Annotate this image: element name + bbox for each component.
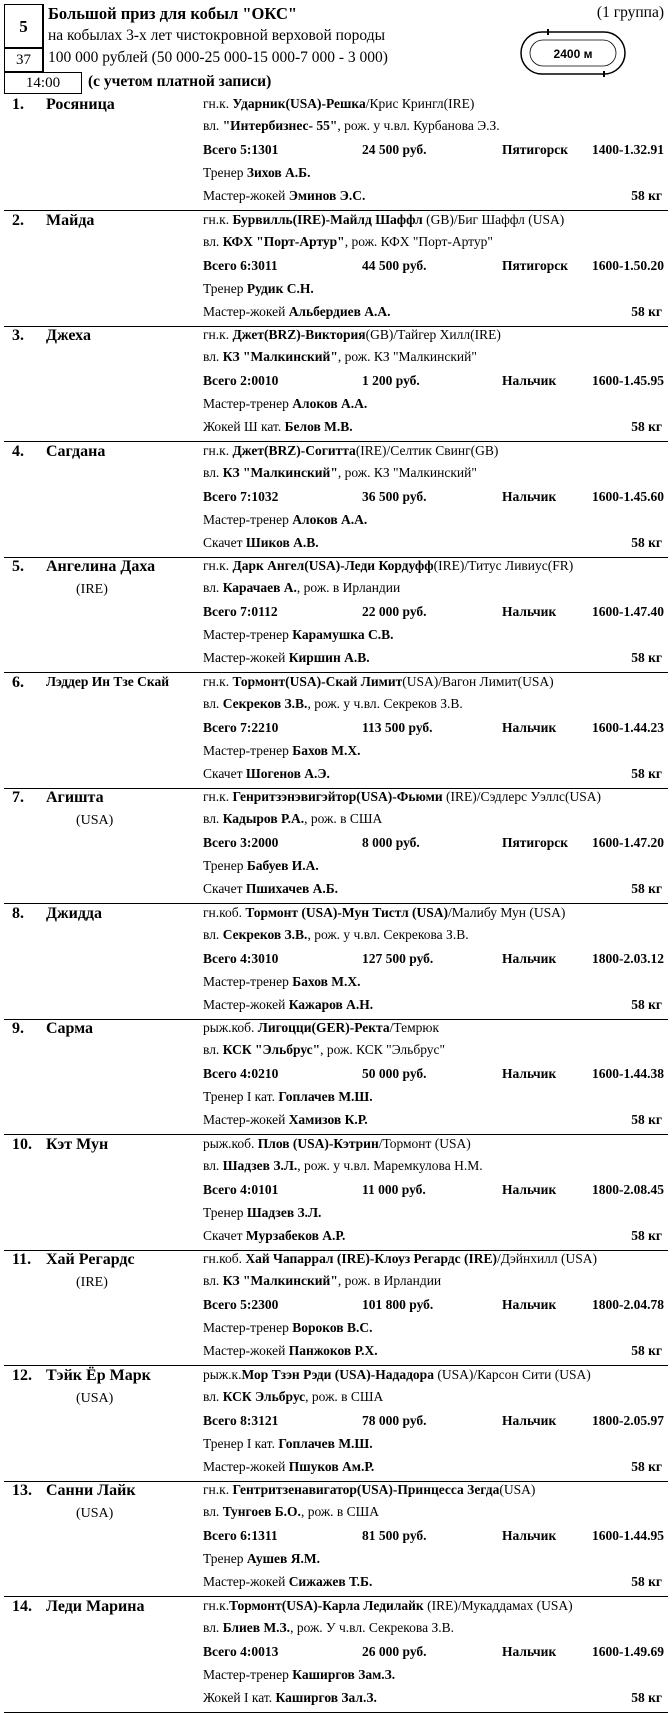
race-record: Всего 7:2210 — [203, 719, 279, 735]
best-time: 1600-1.45.60 — [592, 488, 664, 504]
entry-row — [0, 443, 672, 558]
trainer-line: Мастер-тренер Карамушка С.В. — [203, 627, 394, 642]
best-time: 1800-2.08.45 — [592, 1181, 664, 1197]
weight: 58 кг — [631, 1227, 662, 1243]
entry-row — [0, 1598, 672, 1713]
jockey-line: Скачет Шиков А.В. — [203, 534, 319, 550]
horse-name: Джеха — [46, 327, 91, 344]
best-city: Нальчик — [502, 1528, 557, 1543]
jockey-line: Мастер-жокей Киршин А.В. — [203, 650, 370, 665]
jockey-line: Жокей Ш кат. Белов М.В. — [203, 419, 353, 434]
weight: 58 кг — [631, 188, 662, 203]
best-city: Нальчик — [502, 1412, 557, 1428]
prize-money: 127 500 руб. — [362, 950, 434, 966]
entry-row — [0, 1020, 672, 1135]
race-group: (1 группа) — [596, 4, 664, 21]
entry-row — [0, 212, 672, 327]
best-time: 1600-1.47.40 — [592, 604, 664, 619]
best-time: 1400-1.32.91 — [592, 142, 664, 157]
prize-money: 113 500 руб. — [362, 719, 433, 735]
owner-line: вл. Шадзев З.Л., рож. у ч.вл. Маремкулова Н.М. — [203, 1157, 483, 1173]
entry-separator — [4, 1712, 668, 1713]
best-city: Нальчик — [502, 1643, 557, 1659]
prize-money: 8 000 руб. — [362, 835, 420, 850]
best-city: Пятигорск — [502, 257, 569, 273]
breeding-line: рыж.коб. Плов (USA)-Кэтрин/Тормонт (USA) — [203, 1135, 471, 1151]
best-city: Нальчик — [502, 1066, 557, 1081]
prize-money: 22 000 руб. — [362, 604, 427, 619]
race-record: Всего 4:0101 — [203, 1181, 279, 1197]
trainer-line: Тренер Зихов А.Б. — [203, 165, 311, 180]
race-record: Всего 6:1311 — [203, 1528, 278, 1543]
entry-row — [0, 558, 672, 673]
entry-number: 2. — [12, 211, 24, 229]
entry-row — [0, 905, 672, 1020]
weight: 58 кг — [631, 765, 662, 781]
jockey-line: Мастер-жокей Эминов Э.С. — [203, 188, 366, 203]
horse-origin: (USA) — [76, 1390, 114, 1406]
owner-line: вл. КСК "Эльбрус", рож. КСК "Эльбрус" — [203, 1042, 446, 1057]
prize-money: 101 800 руб. — [362, 1297, 434, 1312]
best-city: Нальчик — [502, 719, 557, 735]
breeding-line: гн.коб. Хай Чапаррал (IRE)-Клоуз Регардс (IRE)/Дэйнхилл (USA) — [203, 1251, 598, 1266]
best-time: 1600-1.50.20 — [592, 257, 664, 273]
entry-number: 3. — [12, 327, 24, 344]
best-time: 1600-1.47.20 — [592, 835, 664, 850]
header-rule — [4, 72, 48, 73]
entry-number: 8. — [12, 904, 24, 922]
prize-money: 81 500 руб. — [362, 1528, 427, 1543]
trainer-line: Мастер-тренер Алоков А.А. — [203, 511, 368, 527]
trainer-line: Мастер-тренер Вороков В.С. — [203, 1320, 373, 1335]
weight: 58 кг — [631, 303, 662, 319]
breeding-line: рыж.к.Мор Тзэн Рэди (USA)-Нададора (USA)/Карсон Сити (USA) — [203, 1366, 591, 1382]
trainer-line: Тренер Аушев Я.М. — [203, 1551, 320, 1566]
weight: 58 кг — [631, 1689, 662, 1705]
jockey-line: Скачет Мурзабеков А.Р. — [203, 1227, 346, 1243]
trainer-line: Тренер Бабуев И.А. — [203, 858, 319, 873]
owner-line: вл. КФХ "Порт-Артур", рож. КФХ "Порт-Артур" — [203, 233, 493, 249]
best-time: 1600-1.49.69 — [592, 1643, 664, 1659]
trainer-line: Мастер-тренер Бахов М.Х. — [203, 973, 361, 989]
trainer-line: Тренер I кат. Гоплачев М.Ш. — [203, 1435, 373, 1451]
trainer-line: Мастер-тренер Алоков А.А. — [203, 396, 368, 411]
jockey-line: Скачет Шогенов А.Э. — [203, 765, 330, 781]
trainer-line: Мастер-тренер Каширгов Зам.З. — [203, 1666, 396, 1682]
race-ordinal: 37 — [4, 48, 43, 72]
best-time: 1800-2.05.97 — [592, 1412, 664, 1428]
owner-line: вл. КЗ "Малкинский", рож. КЗ "Малкинский" — [203, 349, 477, 364]
breeding-line: гн.к. Дарк Ангел(USA)-Леди Кордуфф(IRE)/Титус Ливиус(FR) — [203, 558, 574, 573]
owner-line: вл. Секреков З.В., рож. у ч.вл. Секрекова З.В. — [203, 926, 469, 942]
horse-name: Леди Марина — [46, 1597, 145, 1615]
owner-line: вл. Секреков З.В., рож. у ч.вл. Секреков З.В. — [203, 695, 463, 711]
horse-origin: (IRE) — [76, 582, 108, 597]
prize-money: 26 000 руб. — [362, 1643, 427, 1659]
jockey-line: Мастер-жокей Хамизов К.Р. — [203, 1112, 368, 1127]
owner-line: вл. КЗ "Малкинский", рож. в Ирландии — [203, 1273, 442, 1288]
weight: 58 кг — [631, 650, 662, 665]
jockey-line: Мастер-жокей Альбердиев А.А. — [203, 303, 391, 319]
race-record: Всего 3:2000 — [203, 835, 279, 850]
horse-name: Агишта — [46, 789, 104, 806]
horse-origin: (USA) — [76, 1506, 114, 1521]
race-record: Всего 5:1301 — [203, 142, 279, 157]
owner-line: вл. Кадыров Р.А., рож. в США — [203, 811, 383, 826]
race-record: Всего 7:1032 — [203, 488, 279, 504]
weight: 58 кг — [631, 996, 662, 1012]
horse-name: Росяница — [46, 96, 115, 113]
best-city: Нальчик — [502, 1297, 557, 1312]
entry-number: 5. — [12, 558, 24, 575]
jockey-line: Жокей I кат. Каширгов Зал.З. — [203, 1689, 377, 1705]
entry-row — [0, 327, 672, 442]
horse-name: Кэт Мун — [46, 1135, 109, 1153]
breeding-line: гн.к. Джет(BRZ)-Виктория(GB)/Тайгер Хилл(IRE) — [203, 327, 501, 342]
breeding-line: гн.к. Тормонт(USA)-Скай Лимит(USA)/Вагон Лимит(USA) — [203, 673, 554, 689]
race-record: Всего 4:3010 — [203, 950, 279, 966]
best-city: Нальчик — [502, 488, 557, 504]
race-time: 14:00 — [4, 72, 82, 94]
owner-line: вл. "Интербизнес- 55", рож. у ч.вл. Курбанова Э.З. — [203, 118, 500, 133]
weight: 58 кг — [631, 1112, 662, 1127]
entry-row — [0, 1367, 672, 1482]
owner-line: вл. Блиев М.З., рож. У ч.вл. Секрекова З.В. — [203, 1619, 455, 1635]
horse-name: Санни Лайк — [46, 1482, 136, 1499]
horse-origin: (USA) — [76, 813, 114, 828]
weight: 58 кг — [631, 1574, 662, 1589]
breeding-line: гн.коб. Тормонт (USA)-Мун Тистл (USA)/Малибу Мун (USA) — [203, 904, 566, 920]
race-title: Большой приз для кобыл "ОКС" — [48, 4, 298, 23]
prize-money: 11 000 руб. — [362, 1181, 426, 1197]
jockey-line: Мастер-жокей Кажаров А.Н. — [203, 996, 374, 1012]
prize-money: 44 500 руб. — [362, 257, 427, 273]
breeding-line: гн.к. Ударник(USA)-Решка/Крис Крингл(IRE) — [203, 96, 475, 111]
jockey-line: Мастер-жокей Сижажев Т.Б. — [203, 1574, 373, 1589]
race-record: Всего 6:3011 — [203, 257, 278, 273]
entry-number: 6. — [12, 673, 24, 691]
breeding-line: рыж.коб. Лигоцци(GER)-Ректа/Темрюк — [203, 1020, 440, 1035]
horse-name: Джидда — [46, 904, 103, 922]
best-time: 1800-2.03.12 — [592, 950, 664, 966]
weight: 58 кг — [631, 881, 662, 896]
entry-number: 10. — [12, 1135, 32, 1153]
horse-name: Ангелина Даха — [46, 558, 156, 575]
prize-money: 24 500 руб. — [362, 142, 427, 157]
track-distance-label: 2400 м — [553, 47, 593, 61]
weight: 58 кг — [631, 1343, 662, 1358]
weight: 58 кг — [631, 1458, 662, 1474]
entry-row — [0, 1482, 672, 1597]
trainer-line: Мастер-тренер Бахов М.Х. — [203, 742, 361, 758]
best-city: Нальчик — [502, 950, 557, 966]
horse-name: Тэйк Ёр Марк — [46, 1366, 151, 1384]
best-city: Нальчик — [502, 1181, 557, 1197]
track-diagram-icon — [518, 27, 628, 79]
race-record: Всего 4:0013 — [203, 1643, 279, 1659]
race-purse: 100 000 рублей (50 000-25 000-15 000-7 000 - 3 000) — [48, 49, 388, 66]
jockey-line: Мастер-жокей Пшуков Ам.Р. — [203, 1458, 375, 1474]
entry-row — [0, 789, 672, 904]
entry-row — [0, 1136, 672, 1251]
race-note: (с учетом платной записи) — [88, 73, 272, 90]
breeding-line: гн.к.Тормонт(USA)-Карла Ледилайк (IRE)/Мукаддамах (USA) — [203, 1597, 573, 1613]
prize-money: 50 000 руб. — [362, 1066, 427, 1081]
prize-money: 36 500 руб. — [362, 488, 427, 504]
breeding-line: гн.к. Бурвилль(IRE)-Майлд Шаффл (GB)/Биг Шаффл (USA) — [203, 211, 565, 227]
trainer-line: Тренер I кат. Гоплачев М.Ш. — [203, 1089, 373, 1104]
race-record: Всего 5:2300 — [203, 1297, 279, 1312]
jockey-line: Скачет Пшихачев А.Б. — [203, 881, 339, 896]
best-city: Пятигорск — [502, 142, 569, 157]
race-record: Всего 8:3121 — [203, 1412, 279, 1428]
prize-money: 1 200 руб. — [362, 373, 420, 388]
owner-line: вл. КЗ "Малкинский", рож. КЗ "Малкинский" — [203, 464, 477, 480]
owner-line: вл. КСК Эльбрус, рож. в США — [203, 1388, 384, 1404]
entry-number: 4. — [12, 442, 24, 460]
entry-number: 11. — [12, 1251, 32, 1268]
best-city: Нальчик — [502, 373, 557, 388]
weight: 58 кг — [631, 419, 662, 434]
horse-name: Майда — [46, 211, 95, 229]
trainer-line: Тренер Шадзев З.Л. — [203, 1204, 322, 1220]
horse-name: Сарма — [46, 1020, 93, 1037]
owner-line: вл. Карачаев А., рож. в Ирландии — [203, 580, 401, 595]
race-conditions: на кобылах 3-х лет чистокровной верховой породы — [48, 27, 386, 44]
best-city: Нальчик — [502, 604, 557, 619]
best-city: Пятигорск — [502, 835, 569, 850]
entry-row — [0, 96, 672, 211]
best-time: 1600-1.44.38 — [592, 1066, 664, 1081]
weight: 58 кг — [631, 534, 662, 550]
race-record: Всего 2:0010 — [203, 373, 279, 388]
entry-number: 1. — [12, 96, 24, 113]
best-time: 1600-1.44.95 — [592, 1528, 664, 1543]
best-time: 1600-1.44.23 — [592, 719, 664, 735]
best-time: 1600-1.45.95 — [592, 373, 664, 388]
horse-name: Сагдана — [46, 442, 106, 460]
header-divider — [43, 4, 44, 72]
owner-line: вл. Тунгоев Б.О., рож. в США — [203, 1504, 380, 1519]
jockey-line: Мастер-жокей Панжоков Р.Х. — [203, 1343, 378, 1358]
entry-number: 13. — [12, 1482, 32, 1499]
race-record: Всего 7:0112 — [203, 604, 278, 619]
race-number: 5 — [4, 4, 43, 48]
entry-row — [0, 674, 672, 789]
best-time: 1800-2.04.78 — [592, 1297, 664, 1312]
prize-money: 78 000 руб. — [362, 1412, 427, 1428]
trainer-line: Тренер Рудик С.Н. — [203, 280, 314, 296]
breeding-line: гн.к. Гентритзенавигатор(USA)-Принцесса Зегда(USA) — [203, 1482, 536, 1497]
breeding-line: гн.к. Генритзэнэвигэйтор(USA)-Фьюми (IRE)/Сэдлерс Уэллс(USA) — [203, 789, 602, 804]
entry-number: 7. — [12, 789, 24, 806]
horse-name: Лэддер Ин Тзе Скай — [46, 673, 170, 689]
entry-row — [0, 1251, 672, 1366]
entry-number: 9. — [12, 1020, 24, 1037]
horse-name: Хай Регардс — [46, 1251, 135, 1268]
entry-number: 14. — [12, 1597, 32, 1615]
horse-origin: (IRE) — [76, 1275, 108, 1290]
entry-number: 12. — [12, 1366, 32, 1384]
breeding-line: гн.к. Джет(BRZ)-Согитта(IRE)/Селтик Свинг(GB) — [203, 442, 499, 458]
race-record: Всего 4:0210 — [203, 1066, 279, 1081]
